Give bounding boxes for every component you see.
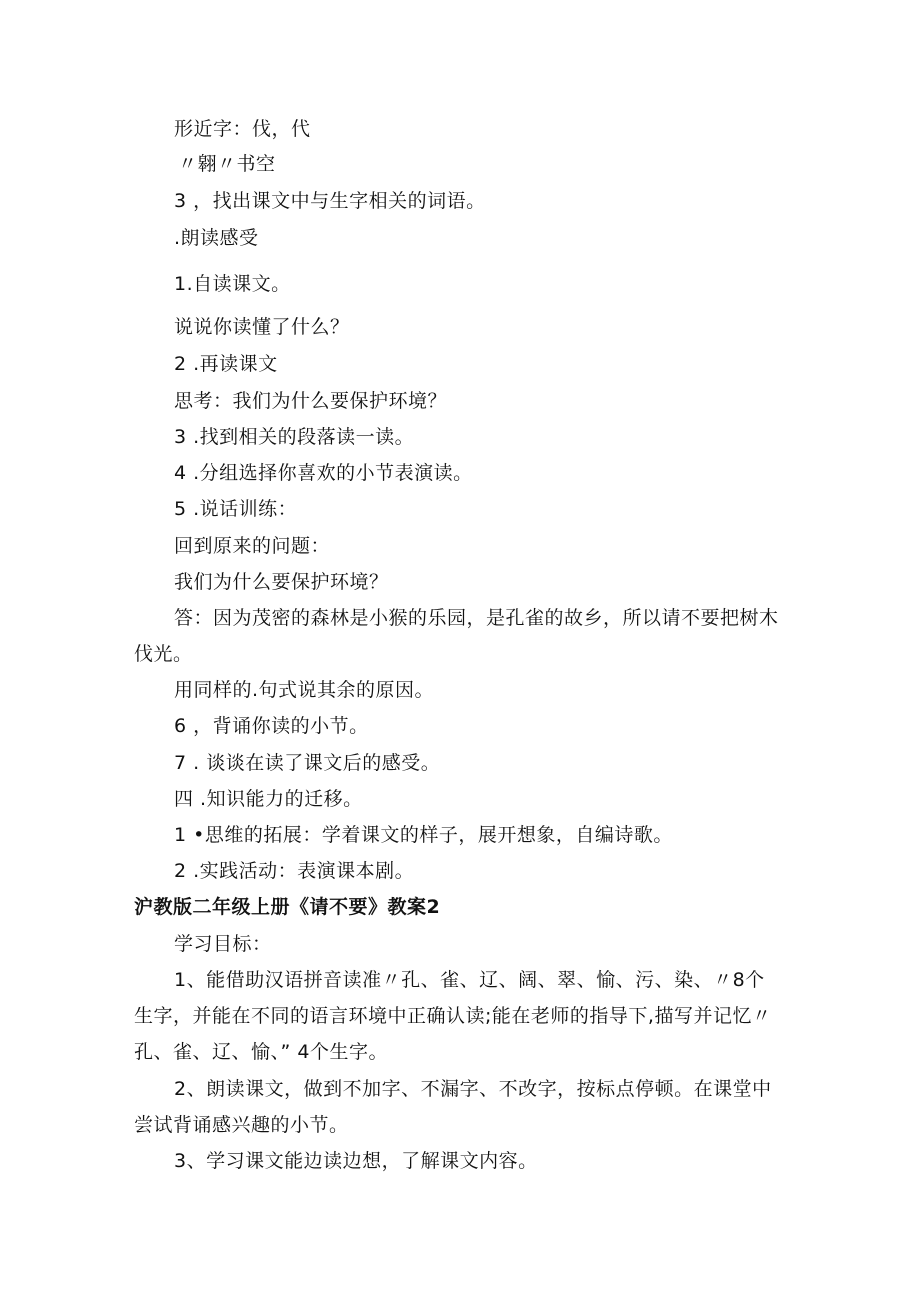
text-line: 形近字：伐，代 (174, 118, 311, 140)
text-line: 3 ，找出课文中与生字相关的词语。 (174, 190, 486, 212)
text-line: 4 .分组选择你喜欢的小节表演读。 (174, 462, 473, 484)
text-line: 7 . 谈谈在读了课文后的感受。 (174, 752, 441, 774)
text-line: 说说你读懂了什么？ (174, 316, 350, 338)
text-line: 学习目标： (174, 933, 272, 955)
text-line: 1.自读课文。 (174, 273, 291, 295)
text-line: 2 .实践活动：表演课本剧。 (174, 860, 415, 882)
text-line: 1、能借助汉语拼音读准〃孔、雀、辽、阔、翠、愉、污、染、〃8个 (174, 969, 765, 991)
text-line: 〃翱〃书空 (178, 153, 276, 175)
text-line: 1 •思维的拓展：学着课文的样子，展开想象，自编诗歌。 (174, 824, 673, 846)
section-heading: 四 .知识能力的迁移。 (174, 788, 363, 810)
text-line: 3 .找到相关的段落读一读。 (174, 426, 415, 448)
text-line: 答：因为茂密的森林是小猴的乐园，是孔雀的故乡，所以请不要把树木 (174, 607, 779, 629)
text-line: 用同样的.句式说其余的原因。 (174, 679, 435, 701)
text-line: 3、学习课文能边读边想，了解课文内容。 (174, 1150, 538, 1172)
document-title: 沪教版二年级上册《请不要》教案2 (134, 896, 441, 918)
text-line: 2 .再读课文 (174, 353, 278, 375)
text-line: 5 .说话训练： (174, 498, 298, 520)
text-line: 尝试背诵感兴趣的小节。 (134, 1114, 349, 1136)
text-line: 孔、雀、辽、愉、” 4个生字。 (134, 1041, 388, 1063)
text-line: 回到原来的问题： (174, 535, 331, 557)
text-line: 我们为什么要保护环境？ (174, 571, 389, 593)
text-line: 思考：我们为什么要保护环境？ (174, 390, 448, 412)
text-line: 6 ，背诵你读的小节。 (174, 715, 369, 737)
text-line: 伐光。 (134, 643, 193, 665)
text-line: 生字，并能在不同的语言环境中正确认读;能在老师的指导下,描写并记忆〃 (134, 1005, 772, 1027)
section-heading: .朗读感受 (174, 227, 259, 249)
text-line: 2、朗读课文，做到不加字、不漏字、不改字，按标点停顿。在课堂中 (174, 1078, 772, 1100)
